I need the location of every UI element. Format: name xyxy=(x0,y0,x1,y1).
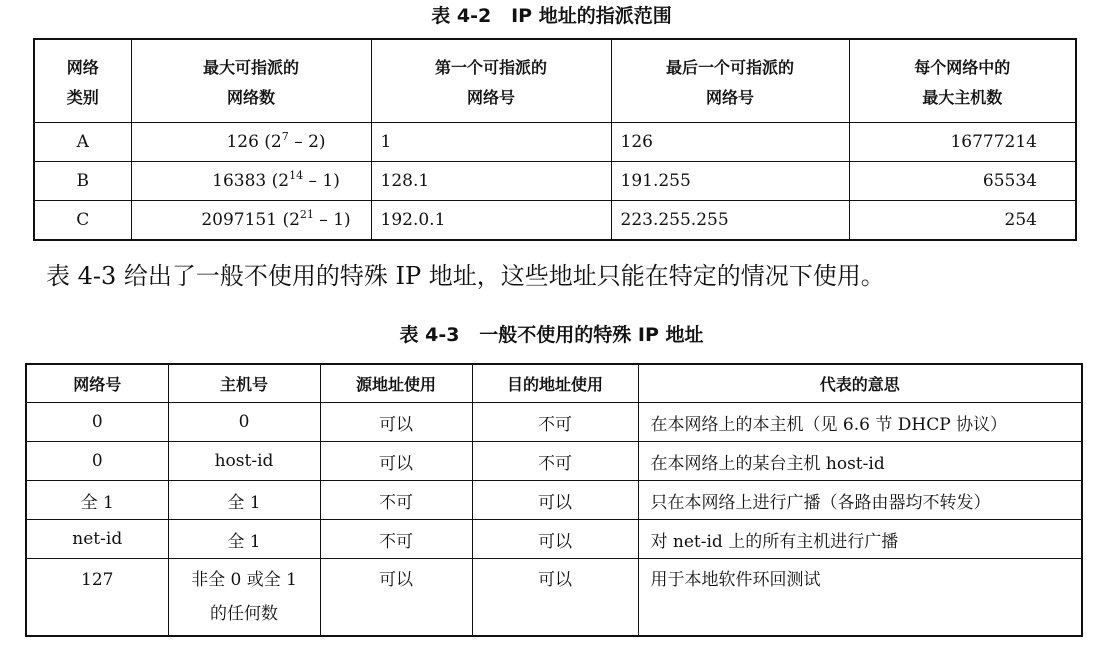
cell-destination-usage: 可以 xyxy=(472,559,638,637)
cell-network-number: net-id xyxy=(26,520,168,559)
cell-first-network: 1 xyxy=(371,123,611,162)
cell-destination-usage: 可以 xyxy=(472,481,638,520)
table-header-row xyxy=(34,39,1076,123)
cell-class: B xyxy=(34,162,131,201)
cell-destination-usage: 不可 xyxy=(472,442,638,481)
header-last-network xyxy=(611,39,849,123)
max-net-base: 16383 (2 xyxy=(212,171,290,191)
cell-class: A xyxy=(34,123,131,162)
header-first-network xyxy=(371,39,611,123)
header-network-class xyxy=(34,39,131,123)
cell-destination-usage: 可以 xyxy=(472,520,638,559)
cell-meaning: 只在本网络上进行广播（各路由器均不转发） xyxy=(638,481,1082,520)
header-max-networks xyxy=(131,39,371,123)
max-net-tail: – 1) xyxy=(303,171,340,191)
cell-max-networks xyxy=(131,162,371,201)
table-row-class-a xyxy=(34,123,1076,162)
table-row-class-c xyxy=(34,201,1076,241)
cell-max-hosts: 254 xyxy=(849,201,1076,241)
header-line: 网络 xyxy=(66,58,99,77)
header-line: 最大主机数 xyxy=(922,88,1003,107)
header-max-hosts xyxy=(849,39,1076,123)
table-row xyxy=(26,442,1082,481)
cell-host-line: 非全 0 或全 1 xyxy=(191,570,297,590)
cell-destination-usage: 不可 xyxy=(472,403,638,442)
max-net-exponent: 14 xyxy=(289,169,304,182)
header-line: 网络号 xyxy=(705,88,754,107)
header-source-usage: 源地址使用 xyxy=(320,364,472,403)
cell-source-usage: 可以 xyxy=(320,403,472,442)
cell-network-number: 0 xyxy=(26,442,168,481)
cell-max-networks xyxy=(131,123,371,162)
cell-first-network: 128.1 xyxy=(371,162,611,201)
header-line: 最大可指派的 xyxy=(202,58,299,77)
header-line: 第一个可指派的 xyxy=(434,58,547,77)
cell-max-hosts: 65534 xyxy=(849,162,1076,201)
table-row xyxy=(26,559,1082,637)
cell-network-number: 0 xyxy=(26,403,168,442)
cell-host-number: 0 xyxy=(168,403,320,442)
ip-address-range-table xyxy=(33,38,1077,241)
cell-meaning: 用于本地软件环回测试 xyxy=(638,559,1082,637)
cell-host-number: 全 1 xyxy=(168,481,320,520)
table-row xyxy=(26,520,1082,559)
header-destination-usage: 目的地址使用 xyxy=(472,364,638,403)
max-net-base: 2097151 (2 xyxy=(201,210,300,230)
cell-host-number: 全 1 xyxy=(168,520,320,559)
cell-host-number: host-id xyxy=(168,442,320,481)
table-row xyxy=(26,481,1082,520)
max-net-exponent: 7 xyxy=(281,130,289,143)
header-line: 类别 xyxy=(66,88,99,107)
cell-meaning: 在本网络上的本主机（见 6.6 节 DHCP 协议） xyxy=(638,403,1082,442)
cell-source-usage: 不可 xyxy=(320,481,472,520)
cell-network-number: 127 xyxy=(26,559,168,637)
cell-host-number xyxy=(168,559,320,637)
header-meaning: 代表的意思 xyxy=(638,364,1082,403)
cell-last-network: 191.255 xyxy=(611,162,849,201)
cell-network-number: 全 1 xyxy=(26,481,168,520)
cell-source-usage: 可以 xyxy=(320,559,472,637)
table-header-row xyxy=(26,364,1082,403)
cell-last-network: 126 xyxy=(611,123,849,162)
cell-class: C xyxy=(34,201,131,241)
header-line: 网络数 xyxy=(226,88,275,107)
cell-host-line: 的任何数 xyxy=(210,604,278,624)
cell-source-usage: 可以 xyxy=(320,442,472,481)
cell-first-network: 192.0.1 xyxy=(371,201,611,241)
table-4-3-caption: 表 4-3 一般不使用的特殊 IP 地址 xyxy=(399,324,704,346)
body-paragraph: 表 4-3 给出了一般不使用的特殊 IP 地址，这些地址只能在特定的情况下使用。 xyxy=(46,262,885,290)
header-line: 网络号 xyxy=(466,88,515,107)
header-host-number: 主机号 xyxy=(168,364,320,403)
max-net-tail: – 1) xyxy=(313,210,351,230)
table-row xyxy=(26,403,1082,442)
cell-max-hosts: 16777214 xyxy=(849,123,1076,162)
header-line: 每个网络中的 xyxy=(914,58,1011,77)
max-net-tail: – 2) xyxy=(288,132,326,152)
max-net-exponent: 21 xyxy=(299,208,314,221)
header-network-number: 网络号 xyxy=(26,364,168,403)
max-net-base: 126 (2 xyxy=(226,132,282,152)
header-line: 最后一个可指派的 xyxy=(665,58,794,77)
table-row-class-b xyxy=(34,162,1076,201)
table-4-2-caption: 表 4-2 IP 地址的指派范围 xyxy=(431,5,672,27)
cell-max-networks xyxy=(131,201,371,241)
cell-meaning: 对 net-id 上的所有主机进行广播 xyxy=(638,520,1082,559)
cell-meaning: 在本网络上的某台主机 host-id xyxy=(638,442,1082,481)
special-ip-address-table xyxy=(25,363,1083,637)
cell-last-network: 223.255.255 xyxy=(611,201,849,241)
cell-source-usage: 不可 xyxy=(320,520,472,559)
